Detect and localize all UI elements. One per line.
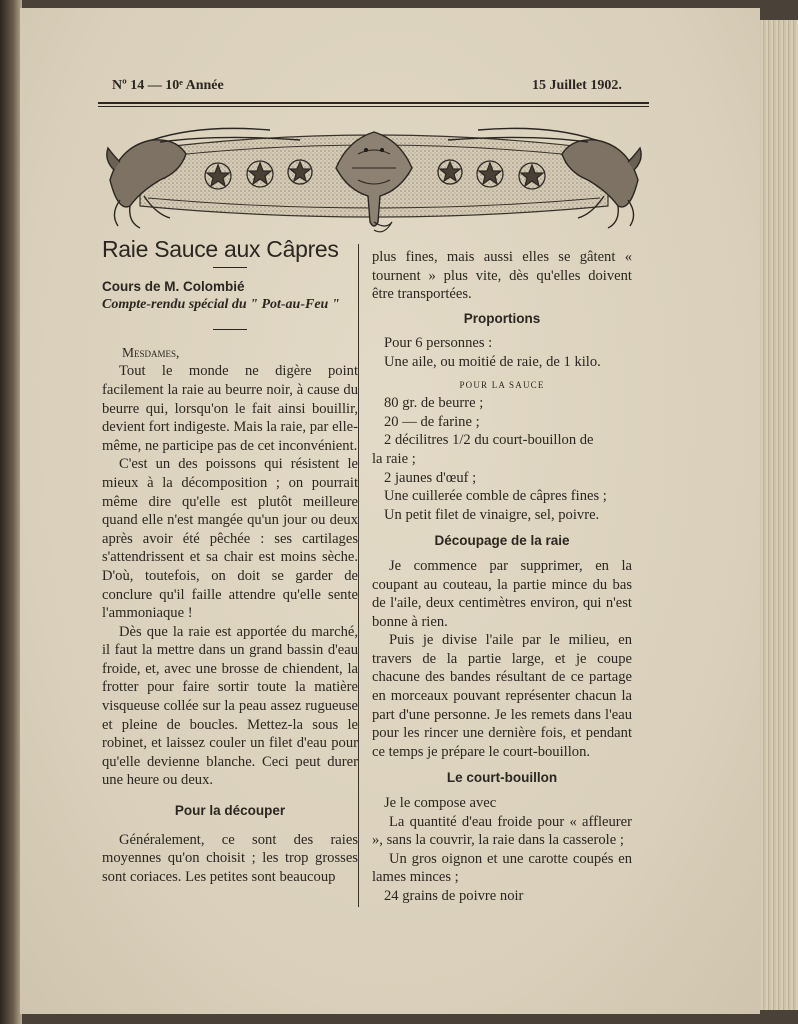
right-column: [372, 248, 632, 906]
court-line: Je le compose avec: [384, 795, 497, 812]
paragraph: Dès que la raie est apportée du marché, il faut la mettre dans un grand bassin d'eau froide, et, avec une brosse de chiendent, la frotter pour faire sortir toute la matière visqueuse collée sur la peau assez rugueuse et pleine de boucles. Mettez-la sous le robinet, et laissez couler un filet d'eau pour qu'elle devienne blanche. Ceci peut durer une heure ou deux.: [102, 623, 358, 789]
proportion-line: Pour 6 personnes :: [384, 335, 493, 352]
header-rule: [98, 102, 649, 104]
section-heading-court-bouillon: Le court-bouillon: [446, 770, 558, 786]
paragraph: Je commence par supprimer, en la coupant au couteau, la partie mince du bas de l'aile, deux centimètres environ, qui n'est bonne à rien.: [372, 557, 632, 630]
fish-vignette-illustration: [100, 110, 648, 238]
court-line: 24 grains de poivre noir: [384, 888, 524, 904]
proportion-line: Une aile, ou moitié de raie, de 1 kilo.: [384, 353, 601, 370]
section-heading-decouper: Pour la découper: [174, 803, 286, 819]
paragraph: C'est un des poissons qui résistent le mieux à la décomposition ; on pourrait même dire qu'elle est plutôt meilleure quand elle n'est mangée qu'un jour ou deux après avoir été pêchée : ses cartilages s'attendrissent et sa chair est moins sèche. D'où, toutefois, on doit se garder de conclure qu'il faille attendre qu'elle sente l'ammoniaque !: [102, 456, 358, 622]
section-heading-decoupage: Découpage de la raie: [434, 533, 570, 549]
ingredient-line: Un petit filet de vinaigre, sel, poivre.: [384, 506, 600, 523]
paragraph: Puis je divise l'aile par le milieu, en travers de la partie large, et je coupe chacune des bandes résultant de ce partage en morceaux pouvant représenter chacun la part d'une personne. Je les remets dans l'eau pour les rincer une dernière fois, et pendant ce temps je prépare le court-bouillon.: [372, 632, 632, 760]
court-line: La quantité d'eau froide pour « affleurer », sans la couvrir, la raie dans la casserole ;: [372, 813, 632, 849]
ingredient-line: 20 — de farine ;: [384, 413, 480, 430]
ingredient-line: la raie ;: [372, 450, 416, 467]
article-title: Raie Sauce aux Câpres: [102, 236, 339, 262]
subtitle-rule: [213, 329, 247, 330]
page-edges: [755, 20, 798, 1010]
paragraph: Généralement, ce sont des raies moyennes qu'on choisit ; les trop grosses sont coriaces. Les petites sont beaucoup: [102, 831, 358, 885]
ingredient-line: 80 gr. de beurre ;: [384, 395, 484, 412]
course-line: Cours de M. Colombié: [102, 278, 245, 294]
issue-date: 15 Juillet 1902.: [532, 78, 622, 93]
ingredient-line: 2 décilitres 1/2 du court-bouillon de: [384, 432, 594, 449]
paragraph: Tout le monde ne digère point facilement la raie au beurre noir, à cause du beurre qui, lorsqu'on le fait ainsi bouillir, devient fort indigeste. Mais la raie, par elle-même, ne participe pas de cet inconvénient.: [102, 363, 358, 454]
paragraph-continuation: plus fines, mais aussi elles se gâtent « tournent » plus vite, dès qu'elles doivent être transportées.: [372, 249, 632, 303]
salutation: Mesdames,: [122, 344, 180, 360]
magazine-page: [20, 8, 760, 1014]
left-column: [102, 236, 358, 886]
article-subtitle: Compte-rendu spécial du " Pot-au-Feu ": [102, 297, 340, 313]
column-divider: [358, 244, 359, 907]
header-rule-thin: [98, 106, 649, 107]
book-spine: [0, 0, 22, 1024]
title-rule: [213, 267, 247, 268]
section-heading-proportions: Proportions: [463, 310, 541, 326]
sauce-subheading: POUR LA SAUCE: [459, 379, 545, 390]
court-line: Un gros oignon et une carotte coupés en lames minces ;: [372, 850, 632, 886]
ingredient-line: Une cuillerée comble de câpres fines ;: [384, 488, 607, 505]
ingredient-line: 2 jaunes d'œuf ;: [384, 469, 477, 486]
issue-number: Nº 14 — 10ᵉ Année: [112, 78, 224, 93]
